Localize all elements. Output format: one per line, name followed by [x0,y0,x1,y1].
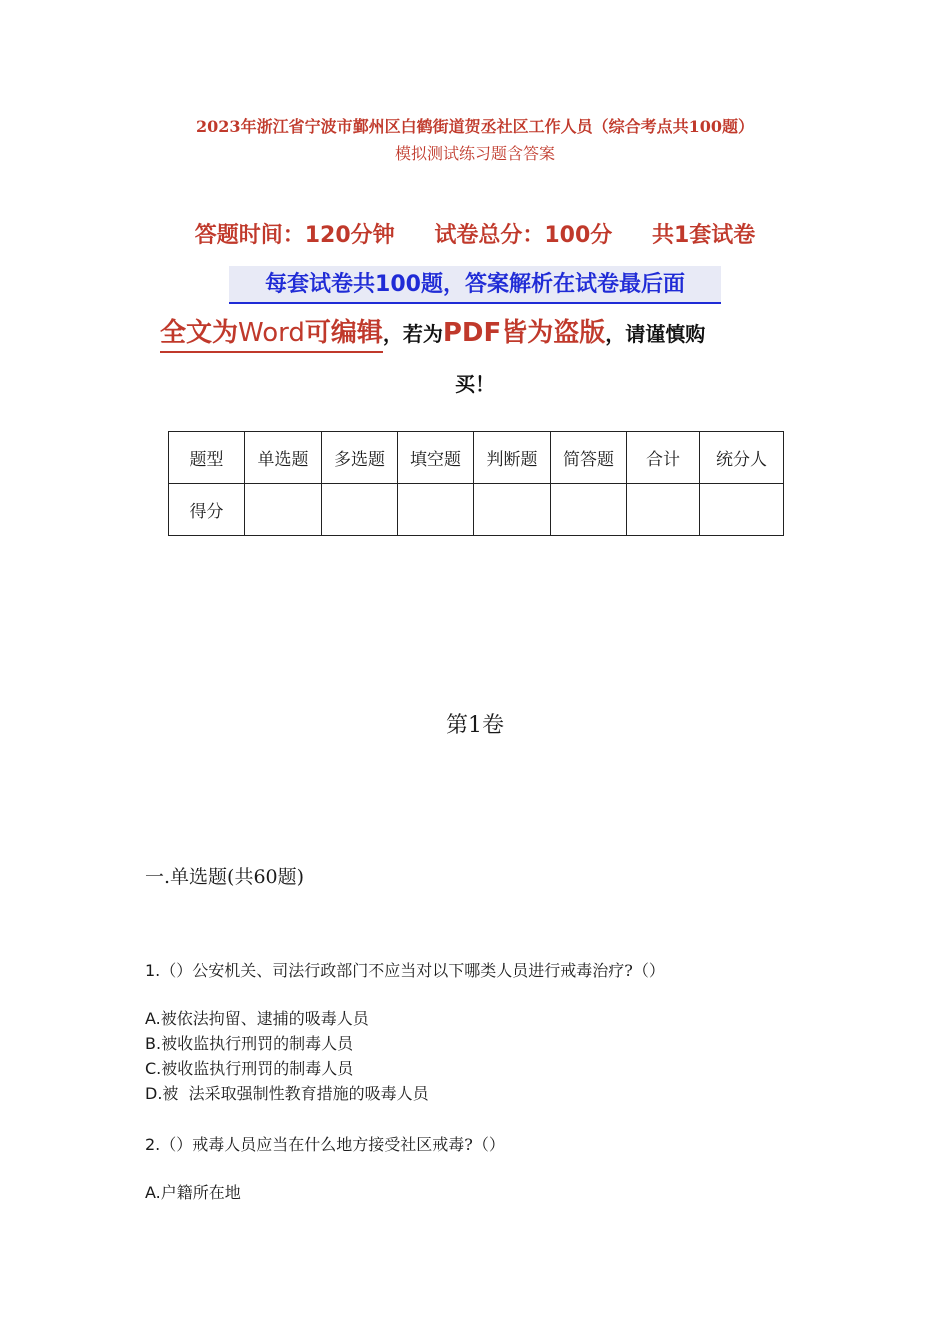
header-cell-single: 单选题 [245,432,322,484]
score-cell[interactable] [551,484,627,536]
option-letter: C. [145,1059,162,1078]
score-cell[interactable] [474,484,551,536]
option-d [145,1081,429,1106]
section-heading: 一.单选题(共60题) [145,866,305,888]
question-number: 1. [145,961,161,980]
question-1 [145,958,665,981]
option-a [145,1180,241,1205]
header-cell-scorer: 统分人 [700,432,784,484]
score-cell[interactable] [398,484,474,536]
option-a [145,1006,429,1031]
warning-part1: 全文为 [160,318,239,348]
option-text: 被收监执行刑罚的制毒人员 [161,1059,354,1078]
score-cell[interactable] [700,484,784,536]
score-table [168,431,784,536]
header-cell-judge: 判断题 [474,432,551,484]
title-line-2: 模拟测试练习题含答案 [394,144,555,163]
title-line-1: 2023年浙江省宁波市鄞州区白鹤街道贺丞社区工作人员（综合考点共100题） [196,117,754,136]
warning-part5: 买！ [455,372,495,396]
volume-heading: 第1卷 [446,713,504,738]
warning-part3: 若为 [402,322,443,346]
header-cell-fill: 填空题 [398,432,474,484]
warning-comma2: ， [605,322,626,346]
option-letter: A. [145,1183,161,1202]
question-text: （）公安机关、司法行政部门不应当对以下哪类人员进行戒毒治疗?（） [160,961,665,980]
answer-note: 每套试卷共100题，答案解析在试卷最后面 [229,266,721,304]
option-letter: A. [145,1009,161,1028]
warning-editable [160,318,383,353]
warning-pdf: PDF皆为盗版 [442,318,606,348]
score-table-score-row [169,484,784,536]
score-cell[interactable] [245,484,322,536]
question-1-options [145,1006,429,1106]
option-c [145,1056,429,1081]
score-cell[interactable] [322,484,398,536]
option-text: 户籍所在地 [160,1183,241,1202]
warning-word: Word [238,318,305,348]
warning-part2: 可编辑 [304,318,383,348]
header-cell-short: 简答题 [551,432,627,484]
question-text: （）戒毒人员应当在什么地方接受社区戒毒?（） [160,1135,505,1154]
exam-set-count: 共1套试卷 [651,223,756,248]
score-table-header-row [169,432,784,484]
option-letter: D. [145,1084,163,1103]
exam-info [100,216,850,256]
exam-time: 答题时间：120分钟 [194,223,395,248]
option-letter: B. [145,1034,162,1053]
header-cell-multi: 多选题 [322,432,398,484]
score-cell[interactable] [627,484,700,536]
row-label-score: 得分 [169,484,245,536]
option-b [145,1031,429,1056]
warning-part4: 请谨慎购 [625,322,706,346]
question-number: 2. [145,1135,161,1154]
question-2-options [145,1180,241,1205]
document-title [120,113,830,167]
copyright-warning [160,312,800,349]
question-2 [145,1132,505,1155]
option-text: 被收监执行刑罚的制毒人员 [161,1034,354,1053]
header-cell-total: 合计 [627,432,700,484]
option-text: 被依法拘留、逮捕的吸毒人员 [160,1009,369,1028]
header-cell-type: 题型 [169,432,245,484]
option-text: 被 法采取强制性教育措施的吸毒人员 [162,1084,429,1103]
warning-comma1: ， [382,322,403,346]
exam-total-score: 试卷总分：100分 [434,223,613,248]
